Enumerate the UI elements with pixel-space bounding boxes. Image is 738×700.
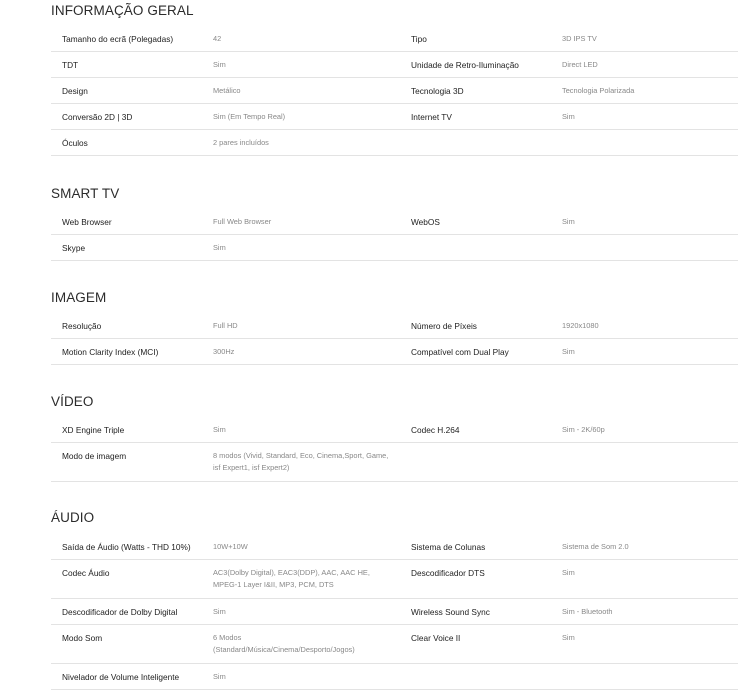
spec-row [51, 104, 738, 130]
spec-label: Resolução [62, 321, 102, 331]
spec-row [51, 26, 738, 52]
spec-value: 1920x1080 [562, 321, 599, 330]
spec-label: Compatível com Dual Play [411, 347, 509, 357]
spec-row [51, 209, 738, 235]
spec-row [51, 339, 738, 365]
spec-value: Sistema de Som 2.0 [562, 542, 629, 551]
spec-label: Número de Píxeis [411, 321, 477, 331]
spec-label: Nivelador de Volume Inteligente [62, 672, 180, 682]
spec-row [51, 599, 738, 625]
spec-row [51, 443, 738, 482]
spec-label: Web Browser [62, 217, 112, 227]
spec-value: Full Web Browser [213, 217, 272, 226]
spec-label: Descodificador DTS [411, 568, 485, 578]
spec-value: Sim (Em Tempo Real) [213, 112, 286, 121]
spec-label: Clear Voice II [411, 633, 461, 643]
spec-row [51, 560, 738, 599]
spec-value: Direct LED [562, 60, 598, 69]
spec-label: Motion Clarity Index (MCI) [62, 347, 159, 357]
spec-label: WebOS [411, 217, 440, 227]
spec-label: Modo Som [62, 633, 103, 643]
spec-label: Óculos [62, 138, 88, 148]
spec-value: Sim [562, 217, 575, 226]
spec-label: Codec Áudio [62, 568, 110, 578]
spec-label: Conversão 2D | 3D [62, 112, 133, 122]
spec-label: Tecnologia 3D [411, 86, 464, 96]
spec-row [51, 625, 738, 664]
section-title-informacao-geral: INFORMAÇÃO GERAL [51, 3, 194, 18]
spec-value: 2 pares incluídos [213, 138, 269, 147]
section-title-audio: ÁUDIO [51, 510, 95, 525]
spec-value: 3D IPS TV [562, 34, 597, 43]
section-title-video: VÍDEO [51, 394, 94, 409]
spec-label: Design [62, 86, 88, 96]
spec-value: Full HD [213, 321, 238, 330]
spec-value: Sim [213, 607, 226, 616]
section-title-smart-tv: SMART TV [51, 186, 120, 201]
spec-row [51, 664, 738, 690]
spec-row [51, 52, 738, 78]
spec-label: Codec H.264 [411, 425, 460, 435]
spec-row [51, 313, 738, 339]
spec-label: Tipo [411, 34, 427, 44]
spec-value: 300Hz [213, 347, 235, 356]
spec-value: Sim [562, 347, 575, 356]
spec-value: 42 [213, 34, 222, 43]
spec-row [51, 534, 738, 560]
spec-value: Sim - Bluetooth [562, 607, 613, 616]
spec-label: TDT [62, 60, 79, 70]
spec-value: Sim [213, 425, 226, 434]
spec-label: Skype [62, 243, 86, 253]
spec-value: Sim [213, 60, 226, 69]
spec-value: 8 modos (Vivid, Standard, Eco, Cinema,Sport, Game, isf Expert1, isf Expert2) [213, 451, 389, 472]
spec-row [51, 130, 738, 156]
spec-value: Sim [562, 112, 575, 121]
spec-label: Wireless Sound Sync [411, 607, 490, 617]
spec-value: Sim [213, 672, 226, 681]
spec-value: Sim - 2K/60p [562, 425, 605, 434]
spec-row [51, 417, 738, 443]
spec-value: 6 Modos (Standard/Música/Cinema/Desporto/Jogos) [213, 633, 355, 654]
spec-row [51, 78, 738, 104]
spec-value: 10W+10W [213, 542, 248, 551]
spec-value: Sim [562, 568, 575, 577]
spec-value: Sim [562, 633, 575, 642]
spec-label: Sistema de Colunas [411, 542, 486, 552]
spec-label: XD Engine Triple [62, 425, 125, 435]
spec-label: Internet TV [411, 112, 452, 122]
spec-value: AC3(Dolby Digital), EAC3(DDP), AAC, AAC HE, MPEG-1 Layer I&II, MP3, PCM, DTS [213, 568, 370, 589]
spec-label: Descodificador de Dolby Digital [62, 607, 178, 617]
spec-label: Modo de imagem [62, 451, 127, 461]
spec-label: Tamanho do ecrã (Polegadas) [62, 34, 174, 44]
spec-label: Saída de Áudio (Watts - THD 10%) [62, 542, 191, 552]
section-title-imagem: IMAGEM [51, 290, 107, 305]
spec-value: Metálico [213, 86, 241, 95]
spec-row [51, 235, 738, 261]
spec-value: Tecnologia Polarizada [562, 86, 635, 95]
spec-label: Unidade de Retro-Iluminação [411, 60, 519, 70]
spec-value: Sim [213, 243, 226, 252]
